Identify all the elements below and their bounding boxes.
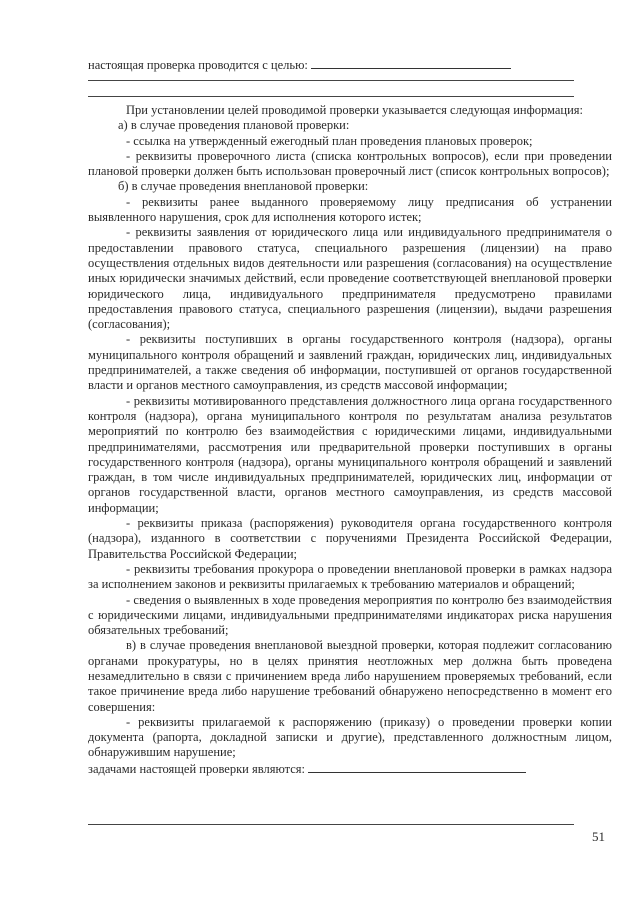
paragraph-unplanned: б) в случае проведения внеплановой проверки:: [118, 179, 369, 194]
paragraph-risk-indicators: - сведения о выявленных в ходе проведения мероприятия по контролю без взаимодействия с юридическими лицами, индивидуальными предпринимателями индикаторах риска нарушения обязательных требований;: [88, 592, 612, 638]
blank-rule-3: [88, 824, 574, 825]
paragraph-report-copy: - реквизиты прилагаемой к распоряжению (приказу) о проведении проверки копии документа (рапорта, докладной записки и другие), представленного должностным лицом, обнаружившим нарушение;: [88, 714, 612, 760]
paragraph-appeals: - реквизиты поступивших в органы государственного контроля (надзора), органы муниципального контроля обращений и заявлений граждан, юридических лиц, индивидуальных предпринимателей, а также сведения об информации, поступившей от органов государственной власти и органов местного самоуправления, из средств массовой информации;: [88, 332, 612, 393]
purpose-blank: [311, 57, 511, 69]
paragraph-prescription: - реквизиты ранее выданного проверяемому лицу предписания об устранении выявленного нарушения, срок для исполнения которого истек;: [88, 194, 612, 225]
blank-rule-2: [88, 96, 574, 97]
tasks-label: задачами настоящей проверки являются:: [88, 761, 306, 776]
page-number: 51: [592, 829, 605, 844]
paragraph-prosecutor: - реквизиты требования прокурора о проведении внеплановой проверки в рамках надзора за исполнением законов и реквизиты прилагаемых к требованию материалов и обращений;: [88, 561, 612, 592]
paragraph-planned: а) в случае проведения плановой проверки:: [118, 118, 350, 133]
paragraph-order: - реквизиты приказа (распоряжения) руководителя органа государственного контроля (надзора), изданного в соответствии с поручениями Президента Российской Федерации, Правительства Российской Федерации;: [88, 516, 612, 561]
paragraph-planned-ref: - ссылка на утвержденный ежегодный план проведения плановых проверок;: [126, 133, 533, 148]
paragraph-intro: При установлении целей проводимой проверки указывается следующая информация:: [126, 103, 583, 117]
tasks-line: [88, 761, 612, 777]
blank-rule-1: [88, 80, 574, 81]
purpose-line: [88, 57, 612, 73]
tasks-blank: [308, 761, 526, 773]
purpose-label: настоящая проверка проводится с целью:: [88, 58, 308, 72]
paragraph-application: - реквизиты заявления от юридического лица или индивидуального предпринимателя о предоставлении правового статуса, специального разрешения (лицензии) на право осуществления отдельных видов деятельности или разрешения (согласования) на осуществление иных юридически значимых действий, если проведение соответствующей внеплановой проверки юридического лица, индивидуального предпринимателя предусмотрено правилами предоставления правового статуса, специального разрешения (лицензии), выдачи разрешения (согласования);: [88, 225, 612, 332]
paragraph-checklist: - реквизиты проверочного листа (списка контрольных вопросов), если при проведении плановой проверки должен быть использован проверочный лист (список контрольных вопросов);: [88, 148, 612, 179]
paragraph-motivated: - реквизиты мотивированного представления должностного лица органа государственного контроля (надзора), органа муниципального контроля по результатам анализа результатов мероприятий по контролю без взаимодействия с юридическими лицами, индивидуальными предпринимателями, рассмотрения или предварительной проверки поступивших в органы государственного контроля (надзора), органы муниципального контроля обращений и заявлений граждан, в том числе индивидуальных предпринимателей, юридических лиц, информации от органов государственной власти, органов местного самоуправления, из средств массовой информации;: [88, 393, 612, 515]
paragraph-urgent: в) в случае проведения внеплановой выездной проверки, которая подлежит согласованию органами прокуратуры, но в целях принятия неотложных мер должна быть проведена незамедлительно в связи с причинением вреда либо нарушением проверяемых требований, если такое причинение вреда либо нарушение требований обнаружено непосредственно в момент его совершения:: [88, 638, 612, 714]
body-text: [88, 103, 612, 777]
